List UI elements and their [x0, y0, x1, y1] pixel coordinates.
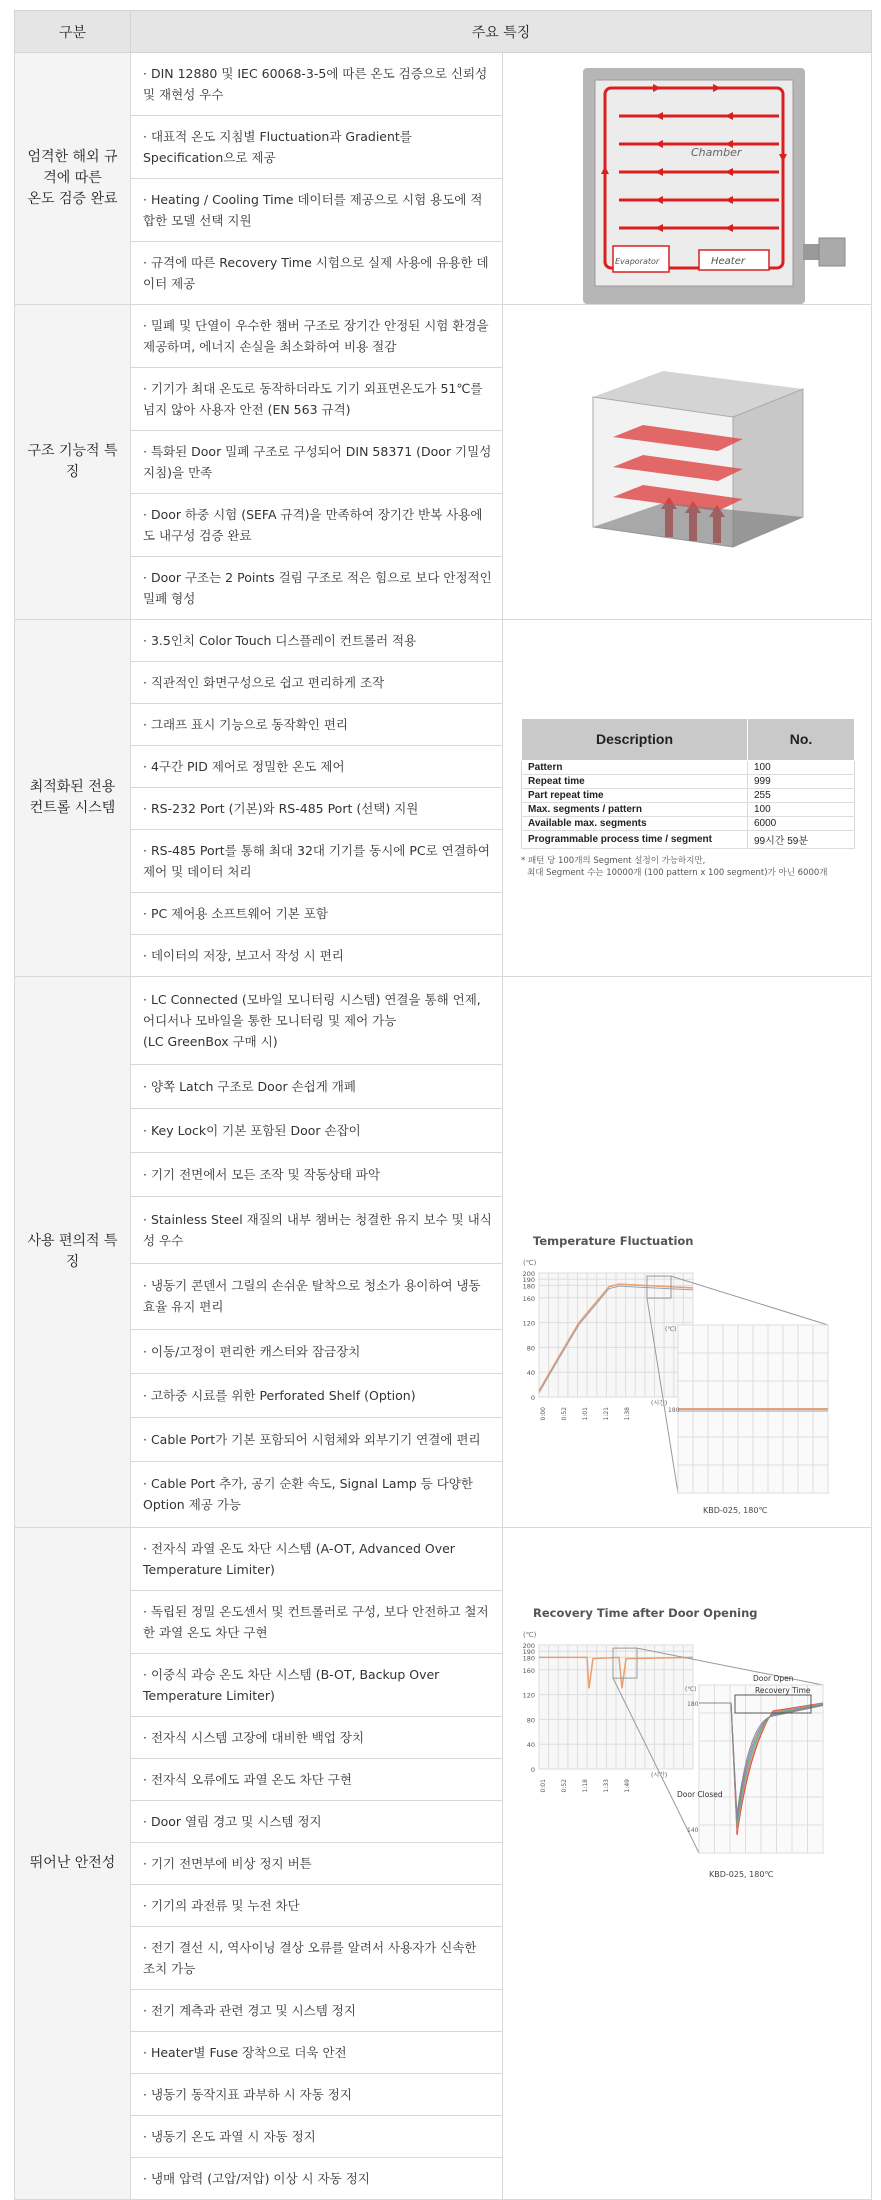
feature-item: · 이중식 과승 온도 차단 시스템 (B-OT, Backup Over Temperature Limiter) [131, 1654, 503, 1717]
feature-item: · RS-232 Port (기본)와 RS-485 Port (선택) 지원 [131, 788, 503, 830]
x-tick-label: 1:33 [603, 1778, 610, 1792]
y-tick-label: 180 [522, 1282, 535, 1291]
feature-item: · Door 열림 경고 및 시스템 정지 [131, 1801, 503, 1843]
x-unit: (시간) [651, 1771, 668, 1779]
y-tick-label: 180 [522, 1653, 535, 1662]
heater-label: Heater [711, 255, 745, 267]
feature-item: · Door 하중 시험 (SEFA 규격)을 만족하여 장기간 반복 사용에도 내구성 검증 완료 [131, 494, 503, 557]
feature-item: · 전자식 과열 온도 차단 시스템 (A-OT, Advanced Over Temperature Limiter) [131, 1528, 503, 1591]
program-table-row [522, 760, 855, 774]
table-row [15, 305, 872, 368]
recovery-time-label: Recovery Time [755, 1685, 811, 1695]
feature-item: · 전자식 시스템 고장에 대비한 백업 장치 [131, 1717, 503, 1759]
program-spec-block [503, 718, 871, 879]
category-cell: 사용 편의적 특 징 [15, 977, 131, 1528]
feature-item: · 냉매 압력 (고압/저압) 이상 시 자동 정지 [131, 2158, 503, 2200]
header-category: 구분 [15, 11, 131, 53]
category-cell: 최적화된 전용 컨트롤 시스템 [15, 620, 131, 977]
feature-item: · 직관적인 화면구성으로 쉽고 편리하게 조작 [131, 662, 503, 704]
program-value-cell: 100 [748, 760, 855, 774]
program-desc-cell: Part repeat time [522, 788, 748, 802]
figure-cell [503, 977, 872, 1528]
feature-item: · 기기 전면에서 모든 조작 및 작동상태 파악 [131, 1153, 503, 1197]
feature-item: · Stainless Steel 재질의 내부 챔버는 청결한 유지 보수 및 내식성 우수 [131, 1197, 503, 1263]
zoom-unit: (℃) [665, 1326, 677, 1333]
feature-item: · 양쪽 Latch 구조로 Door 손쉽게 개폐 [131, 1065, 503, 1109]
feature-item: · 독립된 정밀 온도센서 및 컨트롤러로 구성, 보다 안전하고 철저한 과열 온도 차단 구현 [131, 1591, 503, 1654]
x-tick-label: 0:52 [561, 1407, 568, 1421]
zoom-unit: (℃) [685, 1685, 697, 1693]
feature-item: · RS-485 Port를 통해 최대 32대 기기를 동시에 PC로 연결하여 제어 및 데이터 처리 [131, 830, 503, 893]
fluctuation-figure [503, 977, 871, 1527]
y-tick-label: 120 [522, 1691, 535, 1700]
feature-item: · DIN 12880 및 IEC 60068-3-5에 따른 온도 검증으로 신뢰성 및 재현성 우수 [131, 53, 503, 116]
program-header-cell: Description [522, 718, 748, 760]
feature-item: · Key Lock이 기본 포함된 Door 손잡이 [131, 1109, 503, 1153]
y-tick-label: 120 [522, 1319, 535, 1328]
category-cell: 엄격한 해외 규 격에 따른 온도 검증 완료 [15, 53, 131, 305]
feature-item: · 기기 전면부에 비상 정지 버튼 [131, 1843, 503, 1885]
zoom-value: 180 [668, 1407, 680, 1414]
chart-title: Temperature Fluctuation [533, 1234, 694, 1248]
feature-item: · 냉동기 콘덴서 그릴의 손쉬운 탈착으로 청소가 용이하여 냉동 효율 유지 편리 [131, 1263, 503, 1329]
chart-caption: KBD-025, 180℃ [709, 1869, 774, 1879]
feature-item: · 3.5인치 Color Touch 디스플레이 컨트롤러 적용 [131, 620, 503, 662]
feature-item: · Cable Port가 기본 포함되어 시험체와 외부기기 연결에 편리 [131, 1417, 503, 1461]
chart-title: Recovery Time after Door Opening [533, 1605, 758, 1620]
feature-item: · LC Connected (모바일 모니터링 시스템) 연결을 통해 언제, 어디서나 모바일을 통한 모니터링 및 제어 가능 (LC GreenBox 구매 시) [131, 977, 503, 1065]
feature-item: · PC 제어용 소프트웨어 기본 포함 [131, 893, 503, 935]
table-row [15, 53, 872, 116]
y-tick-label: 190 [522, 1647, 535, 1656]
feature-item: · 이동/고정이 편리한 캐스터와 잠금장치 [131, 1329, 503, 1373]
cube-chamber-figure [503, 367, 872, 557]
figure-cell [503, 53, 872, 305]
program-desc-cell: Available max. segments [522, 816, 748, 830]
fluctuation-chart [503, 1227, 872, 1527]
chamber-label: Chamber [691, 145, 742, 159]
feature-item: · 대표적 온도 지침별 Fluctuation과 Gradient를 Specification으로 제공 [131, 116, 503, 179]
y-tick-label: 160 [522, 1294, 535, 1303]
feature-item: · Heating / Cooling Time 데이터를 제공으로 시험 용도에 적합한 모델 선택 지원 [131, 179, 503, 242]
recovery-chart [503, 1599, 872, 1899]
feature-item: · 전자식 오류에도 과열 온도 차단 구현 [131, 1759, 503, 1801]
feature-item: · Door 구조는 2 Points 걸림 구조로 적은 힘으로 보다 안정적인 밀폐 형성 [131, 557, 503, 620]
program-value-cell: 255 [748, 788, 855, 802]
feature-item: · 전기 결선 시, 역사이닝 결상 오류를 알려서 사용자가 신속한 조치 가능 [131, 1927, 503, 1990]
category-cell: 뛰어난 안전성 [15, 1528, 131, 2200]
program-table-row [522, 830, 855, 848]
zoom-value-bottom: 140 [687, 1826, 699, 1834]
table-header-row [15, 11, 872, 53]
y-tick-label: 80 [526, 1715, 535, 1724]
door-open-label: Door Open [753, 1673, 794, 1683]
program-table-row [522, 788, 855, 802]
program-note-line2: 최대 Segment 수는 10000개 (100 pattern x 100 segment)가 아닌 6000개 [527, 867, 828, 878]
program-desc-cell: Programmable process time / segment [522, 830, 748, 848]
y-tick-label: 40 [526, 1740, 535, 1749]
x-tick-label: 1:49 [624, 1778, 631, 1792]
feature-item: · 특화된 Door 밀폐 구조로 구성되어 DIN 58371 (Door 기밀성 지침)을 만족 [131, 431, 503, 494]
y-tick-label: 80 [526, 1344, 535, 1353]
zoom-connector [671, 1276, 828, 1325]
table-row [15, 1528, 872, 1591]
figure-cell [503, 305, 872, 620]
program-table-row [522, 802, 855, 816]
x-tick-label: 1:01 [582, 1407, 589, 1421]
y-tick-label: 0 [530, 1765, 535, 1774]
evaporator-label: Evaporator [615, 256, 660, 266]
x-tick-label: 1:38 [624, 1407, 631, 1421]
feature-item: · 기기가 최대 온도로 동작하더라도 기기 외표면온도가 51℃를 넘지 않아 사용자 안전 (EN 563 규격) [131, 368, 503, 431]
program-desc-cell: Pattern [522, 760, 748, 774]
x-tick-label: 0:52 [561, 1778, 568, 1792]
program-desc-cell: Max. segments / pattern [522, 802, 748, 816]
feature-item: · 기기의 과전류 및 누전 차단 [131, 1885, 503, 1927]
program-value-cell: 99시간 59분 [748, 830, 855, 848]
figure-cell [503, 1528, 872, 2200]
door-closed-label: Door Closed [677, 1789, 723, 1799]
program-desc-cell: Repeat time [522, 774, 748, 788]
feature-item: · 냉동기 온도 과열 시 자동 정지 [131, 2116, 503, 2158]
x-unit: (시간) [651, 1400, 668, 1407]
program-header-cell: No. [748, 718, 855, 760]
x-tick-label: 0:01 [540, 1778, 547, 1792]
feature-item: · 밀폐 및 단열이 우수한 챔버 구조로 장기간 안정된 시험 환경을 제공하며, 에너지 손실을 최소화하여 비용 절감 [131, 305, 503, 368]
x-tick-label: 0:00 [540, 1407, 547, 1421]
program-value-cell: 100 [748, 802, 855, 816]
program-value-cell: 999 [748, 774, 855, 788]
y-unit: (℃) [523, 1630, 537, 1639]
figure-cell [503, 620, 872, 977]
recovery-figure [503, 1599, 871, 2129]
feature-item: · 전기 계측과 관련 경고 및 시스템 정지 [131, 1990, 503, 2032]
feature-item: · 냉동기 동작지표 과부하 시 자동 정지 [131, 2074, 503, 2116]
program-table-row [522, 816, 855, 830]
y-tick-label: 190 [522, 1276, 535, 1285]
y-unit: (℃) [523, 1259, 537, 1267]
x-tick-label: 1:21 [603, 1407, 610, 1421]
program-table-header [522, 718, 855, 760]
y-tick-label: 200 [522, 1270, 535, 1278]
zoom-value-top: 180 [687, 1700, 699, 1708]
category-cell: 구조 기능적 특 징 [15, 305, 131, 620]
feature-item: · Cable Port 추가, 공기 순환 속도, Signal Lamp 등 다양한 Option 제공 가능 [131, 1461, 503, 1527]
header-features: 주요 특징 [131, 11, 872, 53]
y-tick-label: 0 [530, 1394, 535, 1402]
feature-item: · 4구간 PID 제어로 정밀한 온도 제어 [131, 746, 503, 788]
feature-item: · 데이터의 저장, 보고서 작성 시 편리 [131, 935, 503, 977]
y-tick-label: 200 [522, 1641, 535, 1650]
x-tick-label: 1:18 [582, 1778, 589, 1792]
table-row [15, 620, 872, 662]
chart-caption: KBD-025, 180℃ [703, 1506, 768, 1515]
feature-table [14, 10, 872, 2200]
y-tick-label: 160 [522, 1666, 535, 1675]
feature-item: · 규격에 따른 Recovery Time 시험으로 실제 사용에 유용한 데이터 제공 [131, 242, 503, 305]
program-value-cell: 6000 [748, 816, 855, 830]
feature-item: · 고하중 시료를 위한 Perforated Shelf (Option) [131, 1373, 503, 1417]
program-table-row [522, 774, 855, 788]
y-tick-label: 40 [526, 1369, 535, 1378]
chamber-airflow-figures [503, 54, 872, 304]
feature-item: · 그래프 표시 기능으로 동작확인 편리 [131, 704, 503, 746]
program-spec-table [521, 718, 855, 849]
table-row [15, 977, 872, 1065]
program-note-line1: * 패턴 당 100개의 Segment 설정이 가능하지만, [521, 855, 706, 866]
feature-item: · Heater별 Fuse 장착으로 더욱 안전 [131, 2032, 503, 2074]
